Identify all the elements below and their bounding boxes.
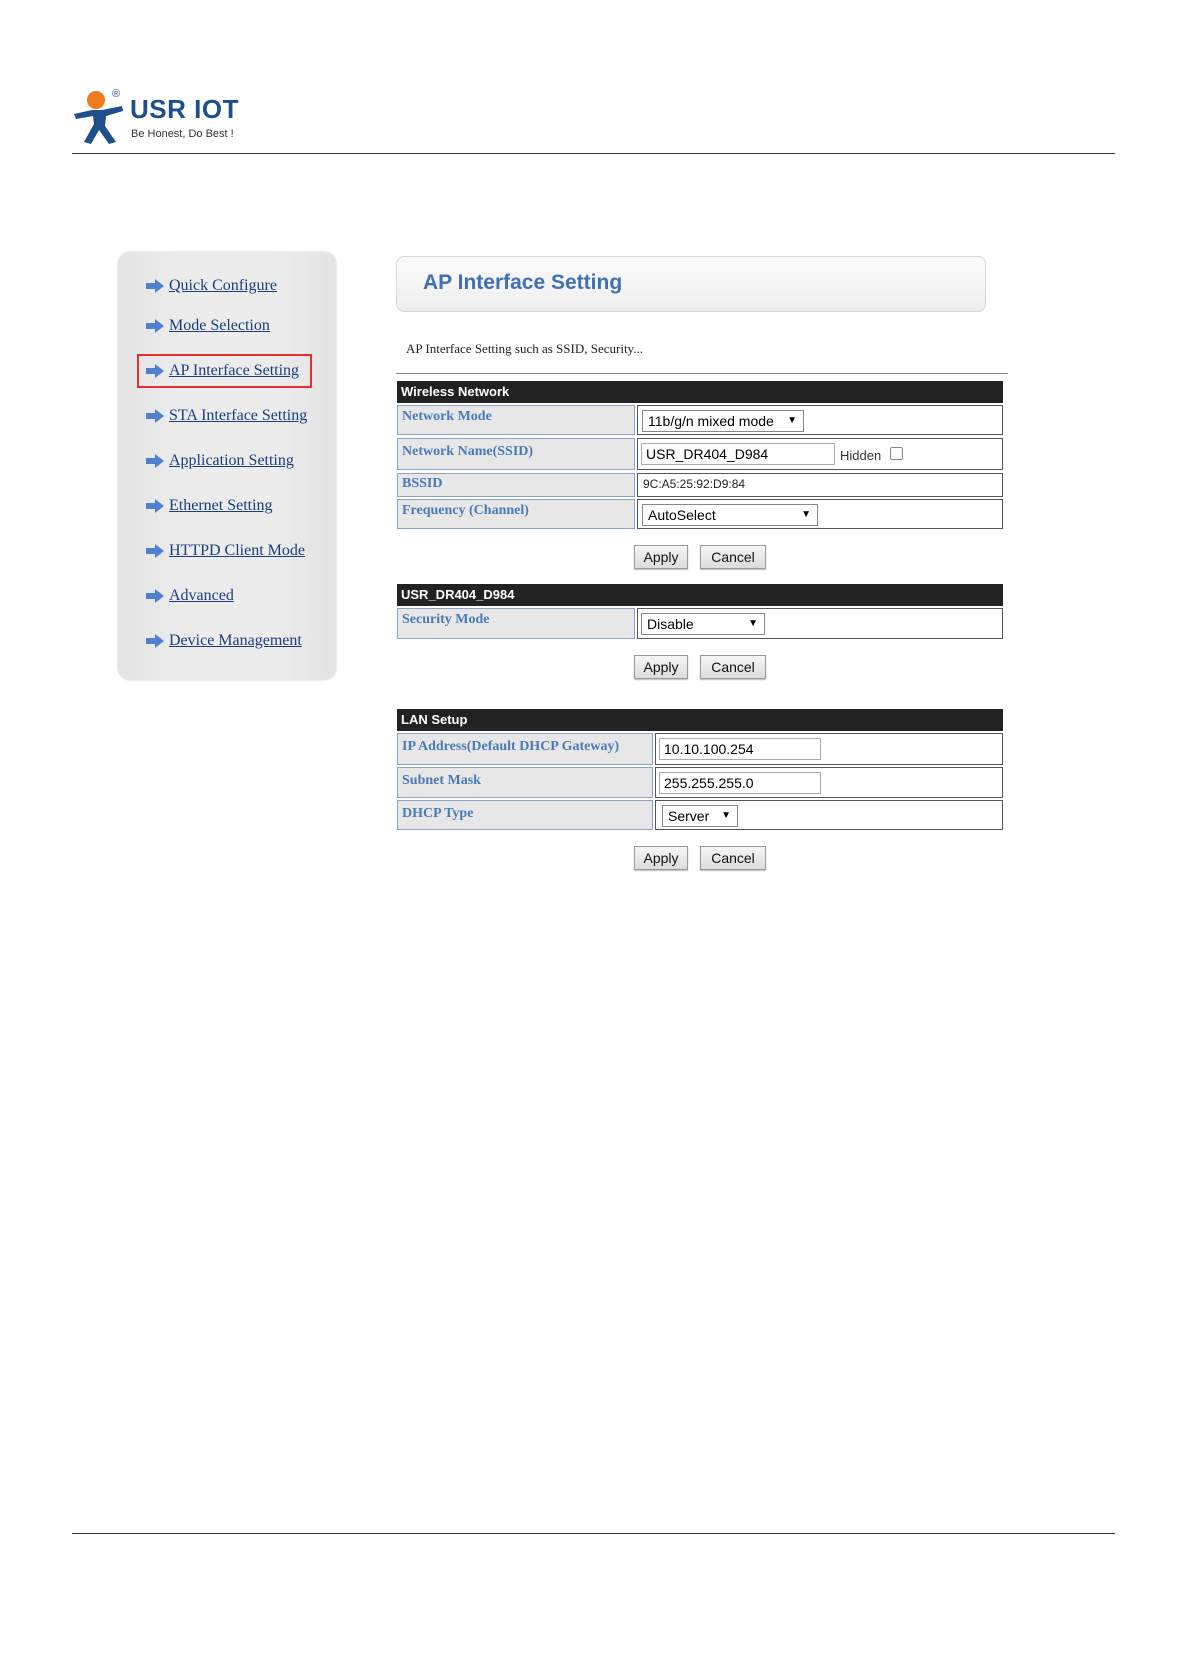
sidebar-item-mode-selection[interactable] <box>146 314 270 338</box>
row-dhcp-type <box>397 800 1003 830</box>
row-security-mode <box>397 608 1003 639</box>
arrow-right-icon <box>146 319 164 333</box>
arrow-right-icon <box>146 279 164 293</box>
security-mode-label: Security Mode <box>397 608 635 639</box>
sidebar-nav <box>118 252 336 680</box>
page-description: AP Interface Setting such as SSID, Security... <box>406 341 643 356</box>
bssid-value: 9C:A5:25:92:D9:84 <box>643 477 746 491</box>
hidden-label: Hidden <box>840 448 882 463</box>
network-mode-select[interactable] <box>642 410 804 432</box>
network-mode-label: Network Mode <box>397 405 635 435</box>
ssid-label: Network Name(SSID) <box>397 438 635 470</box>
caret-down-icon: ▼ <box>748 618 758 629</box>
caret-down-icon: ▼ <box>721 810 731 821</box>
brand-logo <box>72 88 272 148</box>
arrow-right-icon <box>146 364 164 378</box>
bssid-label: BSSID <box>397 473 635 497</box>
wireless-apply-button[interactable]: Apply <box>634 545 688 569</box>
row-network-mode <box>397 405 1003 435</box>
section-header-wireless: Wireless Network <box>397 381 1003 403</box>
footer-divider <box>72 1533 1115 1534</box>
section-header-lan: LAN Setup <box>397 709 1003 731</box>
ip-address-input[interactable] <box>659 738 821 760</box>
caret-down-icon: ▼ <box>801 509 811 520</box>
dhcp-type-value: Server <box>668 808 710 824</box>
lan-apply-button[interactable]: Apply <box>634 846 688 870</box>
ssid-cell <box>637 438 1003 470</box>
description-divider <box>396 373 1008 374</box>
hidden-checkbox[interactable] <box>890 447 903 460</box>
brand-name: USR IOT <box>130 94 239 124</box>
sidebar-item-label: Application Setting <box>169 452 294 469</box>
ip-address-label: IP Address(Default DHCP Gateway) <box>397 733 653 765</box>
frequency-cell <box>637 499 1003 529</box>
network-mode-cell <box>637 405 1003 435</box>
lan-cancel-button[interactable]: Cancel <box>700 846 766 870</box>
frequency-label: Frequency (Channel) <box>397 499 635 529</box>
sidebar-item-label: HTTPD Client Mode <box>169 542 305 559</box>
subnet-mask-cell <box>655 767 1003 798</box>
sidebar-item-quick-configure[interactable] <box>146 274 277 298</box>
dhcp-type-cell <box>655 800 1003 830</box>
page-title: AP Interface Setting <box>423 271 623 294</box>
sidebar-item-label: Advanced <box>169 587 234 604</box>
ssid-input[interactable] <box>641 443 835 465</box>
sidebar-item-ethernet-setting[interactable] <box>146 494 273 518</box>
page-title-box <box>396 256 986 312</box>
dhcp-type-label: DHCP Type <box>397 800 653 830</box>
sidebar-item-label: Mode Selection <box>169 317 270 334</box>
security-apply-button[interactable]: Apply <box>634 655 688 679</box>
security-mode-value: Disable <box>647 616 694 632</box>
ip-address-cell <box>655 733 1003 765</box>
brand-tagline: Be Honest, Do Best ! <box>131 128 234 140</box>
sidebar-item-sta-interface-setting[interactable] <box>146 404 307 428</box>
security-cancel-button[interactable]: Cancel <box>700 655 766 679</box>
frequency-value: AutoSelect <box>648 507 716 523</box>
arrow-right-icon <box>146 634 164 648</box>
registered-mark: ® <box>112 88 121 100</box>
subnet-mask-input[interactable] <box>659 772 821 794</box>
network-mode-value: 11b/g/n mixed mode <box>648 413 774 429</box>
arrow-right-icon <box>146 454 164 468</box>
caret-down-icon: ▼ <box>787 415 797 426</box>
header-divider <box>72 153 1115 154</box>
frequency-select[interactable] <box>642 504 818 526</box>
bssid-cell <box>637 473 1003 497</box>
sidebar-item-device-management[interactable] <box>146 629 302 653</box>
row-subnet-mask <box>397 767 1003 798</box>
subnet-mask-label: Subnet Mask <box>397 767 653 798</box>
wireless-cancel-button[interactable]: Cancel <box>700 545 766 569</box>
sidebar-item-advanced[interactable] <box>146 584 234 608</box>
security-mode-select[interactable] <box>641 613 765 635</box>
sidebar-item-httpd-client-mode[interactable] <box>146 539 305 563</box>
arrow-right-icon <box>146 409 164 423</box>
row-ip-address <box>397 733 1003 765</box>
dhcp-type-select[interactable] <box>662 805 738 827</box>
sidebar-item-label: STA Interface Setting <box>169 407 308 424</box>
row-frequency <box>397 499 1003 529</box>
sidebar-item-ap-interface-setting[interactable] <box>142 359 307 383</box>
sidebar-item-label: Device Management <box>169 632 302 649</box>
row-ssid <box>397 438 1003 470</box>
section-header-security: USR_DR404_D984 <box>397 584 1003 606</box>
row-bssid <box>397 473 1003 497</box>
arrow-right-icon <box>146 499 164 513</box>
sidebar-item-label: Quick Configure <box>169 277 277 294</box>
arrow-right-icon <box>146 544 164 558</box>
sidebar-item-label: Ethernet Setting <box>169 497 273 514</box>
sidebar-item-label: AP Interface Setting <box>169 362 300 379</box>
arrow-right-icon <box>146 589 164 603</box>
security-mode-cell <box>637 608 1003 639</box>
sidebar-item-application-setting[interactable] <box>146 449 294 473</box>
